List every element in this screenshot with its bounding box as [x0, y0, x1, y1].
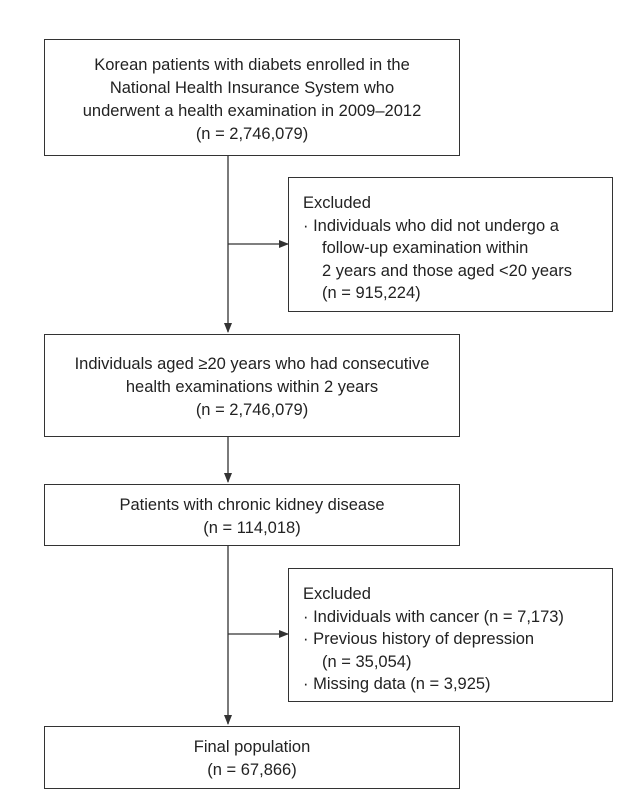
excluded2-item-cancer: · Individuals with cancer (n = 7,173) [303, 607, 564, 626]
excluded2-depression-count: (n = 35,054) [322, 652, 412, 671]
excluded2-item-depression: · Previous history of depression [303, 630, 535, 648]
ckd-count: (n = 114,018) [203, 519, 301, 537]
excluded1-title: Excluded [303, 194, 371, 212]
final-box [44, 726, 460, 789]
final-label: Final population [193, 738, 311, 756]
consecutive-box [44, 334, 460, 437]
consecutive-line-2: health examinations within 2 years [125, 378, 379, 396]
consecutive-count: (n = 2,746,079) [195, 401, 309, 419]
ckd-box [44, 484, 460, 546]
excluded1-continuation-2: 2 years and those aged <20 years [322, 261, 572, 280]
enrolled-line-3: underwent a health examination in 2009–2012 [82, 102, 422, 120]
excluded1-box [288, 177, 613, 312]
enrolled-box [44, 39, 460, 156]
consecutive-line-1: Individuals aged ≥20 years who had consecutive [74, 355, 430, 373]
enrolled-line-1: Korean patients with diabets enrolled in the [94, 56, 410, 74]
excluded1-continuation-1: follow-up examination within [322, 239, 529, 257]
excluded1-bullet: · Individuals who did not undergo a [303, 216, 559, 235]
ckd-label: Patients with chronic kidney disease [119, 496, 385, 514]
enrolled-line-2: National Health Insurance System who [109, 79, 395, 97]
excluded2-item-missing: · Missing data (n = 3,925) [303, 675, 491, 693]
excluded2-box [288, 568, 613, 702]
final-count: (n = 67,866) [207, 761, 297, 779]
enrolled-count: (n = 2,746,079) [195, 125, 309, 143]
excluded1-count: (n = 915,224) [322, 284, 421, 302]
excluded2-title: Excluded [303, 585, 371, 603]
